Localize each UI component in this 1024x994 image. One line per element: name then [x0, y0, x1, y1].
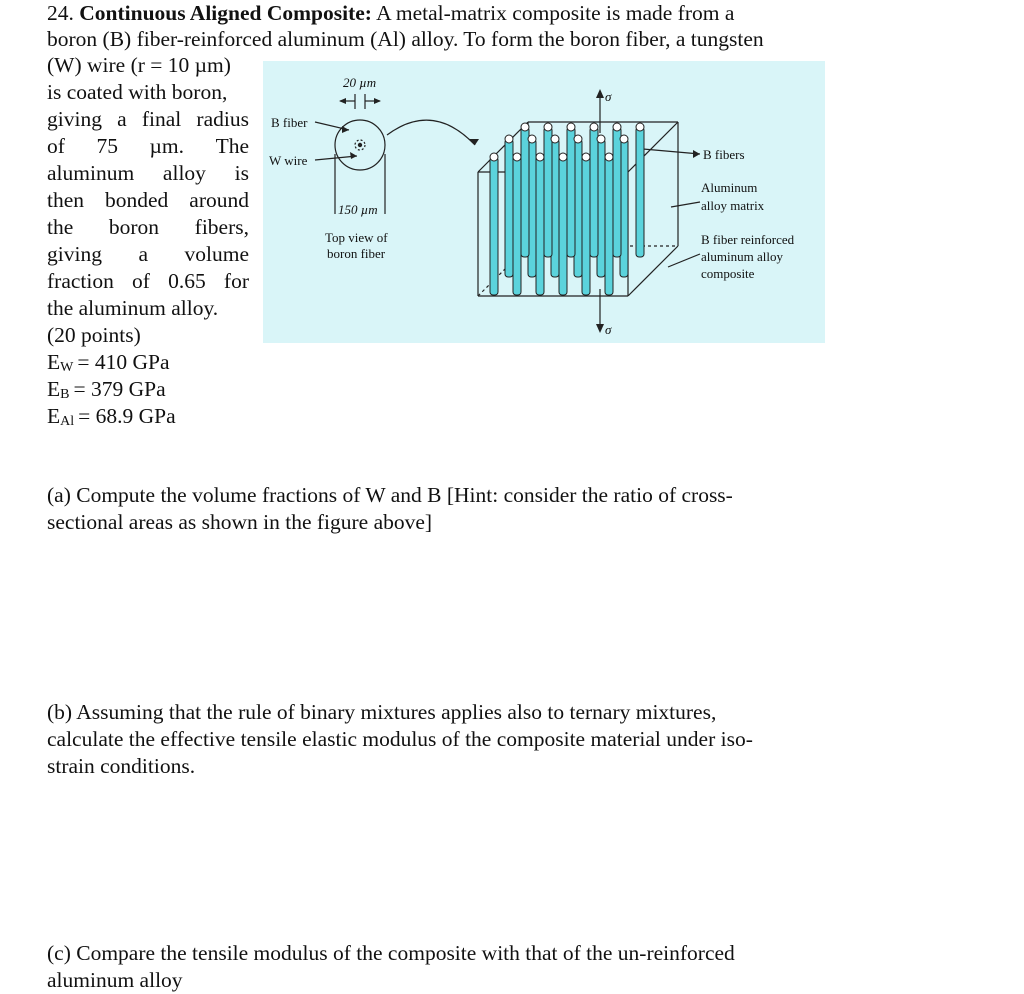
wrapped-word: of: [47, 134, 65, 158]
wrapped-word: is: [234, 161, 249, 185]
question-c-line-1: (c) Compare the tensile modulus of the composite with that of the un-reinforced: [47, 941, 735, 965]
wrapped-line: [47, 52, 231, 79]
constant-b: [47, 376, 166, 403]
wrapped-word: the aluminum alloy.: [47, 296, 219, 320]
constant-value: = 379 GPa: [73, 377, 166, 401]
constant-value: = 410 GPa: [77, 350, 170, 374]
wrapped-line: [47, 79, 227, 106]
wrapped-word: is coated with boron,: [47, 80, 228, 104]
constant-subscript: W: [60, 360, 74, 375]
wrapped-word: a: [138, 242, 148, 266]
wrapped-word: final: [141, 107, 182, 131]
caption-boron-fiber: boron fiber: [327, 246, 386, 261]
wrapped-word: boron: [108, 215, 160, 239]
wrapped-word: The: [215, 134, 249, 158]
wrapped-word: around: [189, 188, 249, 212]
problem-heading: [47, 0, 734, 27]
wrapped-line: [47, 322, 141, 349]
label-b-fibers: B fibers: [703, 147, 745, 162]
wrapped-word: 0.65: [168, 269, 206, 293]
label-composite-3: composite: [701, 266, 755, 281]
composite-figure: [263, 61, 825, 343]
wrapped-word: the: [47, 215, 74, 239]
wrapped-line: [47, 295, 218, 322]
constant-al: [47, 403, 176, 430]
label-20um: 20 µm: [343, 75, 377, 90]
caption-top-view: Top view of: [325, 230, 388, 245]
wrapped-word: of: [132, 269, 150, 293]
constant-value: = 68.9 GPa: [78, 404, 176, 428]
wrapped-word: giving: [47, 107, 102, 131]
wrapped-word: radius: [196, 107, 249, 131]
question-a-line-2: sectional areas as shown in the figure above]: [47, 510, 433, 534]
wrapped-line: [47, 241, 249, 268]
question-b-line-3: strain conditions.: [47, 754, 196, 778]
wrapped-word: 75: [96, 134, 118, 158]
constant-subscript: Al: [60, 414, 75, 429]
problem-title: Continuous Aligned Composite:: [79, 1, 372, 25]
wrapped-line: [47, 160, 249, 187]
question-a-line-1: (a) Compute the volume fractions of W and B [Hint: consider the ratio of cross-: [47, 483, 733, 507]
wrapped-word: fraction: [47, 269, 114, 293]
wrapped-word: µm.: [149, 134, 185, 158]
label-150um: 150 µm: [338, 202, 378, 217]
question-b-line-2: calculate the effective tensile elastic modulus of the composite material under iso-: [47, 727, 753, 751]
wrapped-line: [47, 133, 249, 160]
wrapped-word: (W) wire (r = 10 µm): [47, 53, 231, 77]
constant-symbol: E: [47, 404, 61, 428]
wrapped-line: [47, 214, 249, 241]
wrapped-word: then: [47, 188, 85, 212]
wrapped-word: volume: [184, 242, 249, 266]
label-composite-1: B fiber reinforced: [701, 232, 795, 247]
sigma-bottom: σ: [605, 322, 612, 337]
label-matrix-2: alloy matrix: [701, 198, 765, 213]
constant-subscript: B: [60, 387, 70, 402]
label-composite-2: aluminum alloy: [701, 249, 783, 264]
problem-intro-2: boron (B) fiber-reinforced aluminum (Al) alloy. To form the boron fiber, a tungsten: [47, 27, 764, 51]
constant-w: [47, 349, 170, 376]
sigma-top: σ: [605, 89, 612, 104]
wrapped-word: alloy: [162, 161, 206, 185]
problem-intro-1: A metal-matrix composite is made from a: [376, 1, 735, 25]
wrapped-word: bonded: [105, 188, 169, 212]
wrapped-word: giving: [47, 242, 102, 266]
wrapped-word: fibers,: [194, 215, 249, 239]
wrapped-line: [47, 106, 249, 133]
wrapped-word: for: [223, 269, 249, 293]
wrapped-line: [47, 268, 249, 295]
wrapped-word: (20 points): [47, 323, 141, 347]
constant-symbol: E: [47, 377, 61, 401]
question-c-line-2: aluminum alloy: [47, 968, 183, 992]
wrapped-word: a: [117, 107, 127, 131]
label-w-wire: W wire: [269, 153, 308, 168]
constant-symbol: E: [47, 350, 61, 374]
label-b-fiber: B fiber: [271, 115, 308, 130]
problem-number: 24.: [47, 1, 74, 25]
wrapped-word: aluminum: [47, 161, 135, 185]
wrapped-line: [47, 187, 249, 214]
figure-drawing: [263, 61, 825, 343]
label-matrix-1: Aluminum: [701, 180, 758, 195]
question-b-line-1: (b) Assuming that the rule of binary mixtures applies also to ternary mixtures,: [47, 700, 717, 724]
